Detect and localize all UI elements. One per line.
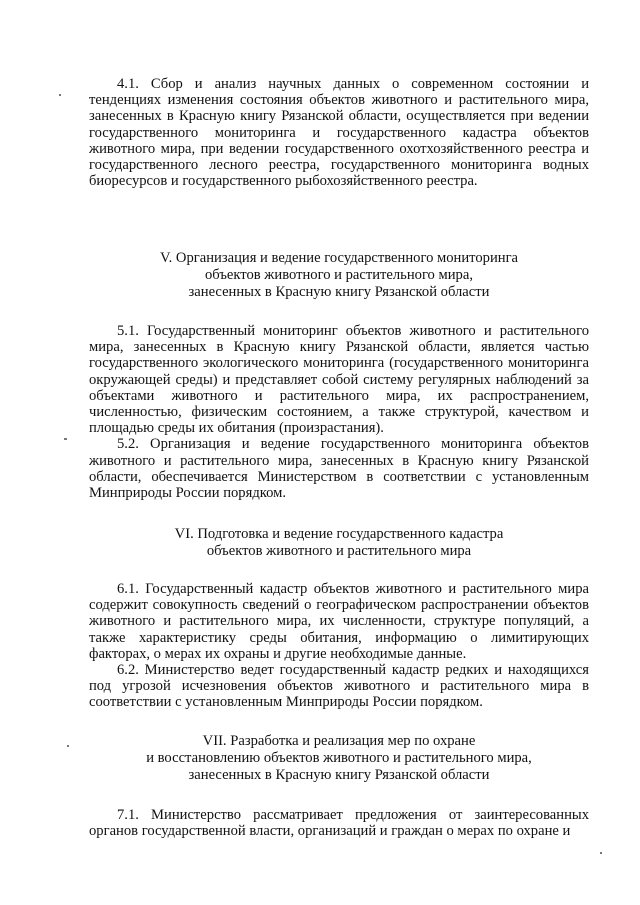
- section-7-title-line-1: VII. Разработка и реализация мер по охране: [202, 733, 476, 749]
- section-6-title-line-1: VI. Подготовка и ведение государственного кадастра: [174, 526, 504, 542]
- section-7-heading: [89, 733, 589, 784]
- section-5-body: [89, 323, 589, 501]
- scan-speck: [64, 438, 67, 440]
- paragraph-5-2: 5.2. Организация и ведение государственного мониторинга объектов животного и растительного мира, занесенных в Красную книгу Рязанской области, обеспечивается Министерством в соответствии с установленным Минприроды России порядком.: [89, 436, 589, 502]
- section-7-body: [89, 807, 589, 839]
- section-7-title-line-3: занесенных в Красную книгу Рязанской области: [188, 767, 490, 783]
- scan-speck: [59, 94, 61, 96]
- paragraph-4-1-block: [89, 76, 589, 189]
- paragraph-4-1: 4.1. Сбор и анализ научных данных о современном состоянии и тенденциях изменения состояния объектов животного и растительного мира, занесенных в Красную книгу Рязанской области, осуществляется при ведении государственного мониторинга и государственного кадастра объектов животного мира, при ведении государственного охотхозяйственного реестра и государственного лесного реестра, государственного мониторинга водных биоресурсов и государственного рыбохозяйственного реестра.: [89, 76, 589, 190]
- paragraph-7-1: 7.1. Министерство рассматривает предложения от заинтересованных органов государственной власти, организаций и граждан о мерах по охране и: [89, 807, 589, 840]
- section-6-body: [89, 581, 589, 711]
- section-5-title-line-2: объектов животного и растительного мира,: [205, 267, 473, 283]
- scan-speck: [600, 852, 602, 854]
- section-6-heading: [89, 526, 589, 560]
- section-6-title-line-2: объектов животного и растительного мира: [206, 543, 472, 559]
- section-5-title-line-1: V. Организация и ведение государственного мониторинга: [159, 250, 519, 266]
- paragraph-6-1: 6.1. Государственный кадастр объектов животного и растительного мира содержит совокупность сведений о географическом распространении объектов животного и растительного мира, их численности, структуре популяций, а также характеристику среды обитания, информацию о лимитирующих факторах, о мерах их охраны и другие необходимые данные.: [89, 581, 589, 662]
- section-5-heading: [89, 250, 589, 301]
- section-7-title-line-2: и восстановлению объектов животного и растительного мира,: [146, 750, 532, 766]
- scan-speck: [67, 745, 69, 747]
- section-5-title-line-3: занесенных в Красную книгу Рязанской области: [188, 284, 490, 300]
- paragraph-6-2: 6.2. Министерство ведет государственный кадастр редких и находящихся под угрозой исчезновения объектов животного и растительного мира в соответствии с установленным Минприроды России порядком.: [89, 662, 589, 711]
- paragraph-5-1: 5.1. Государственный мониторинг объектов животного и растительного мира, занесенных в Красную книгу Рязанской области, является частью государственного экологического мониторинга (государственного мониторинга окружающей среды) и представляет собой систему регулярных наблюдений за объектами животного и растительного мира, их распространением, численностью, физическим состоянием, а также структурой, качеством и площадью среды их обитания (произрастания).: [89, 323, 589, 437]
